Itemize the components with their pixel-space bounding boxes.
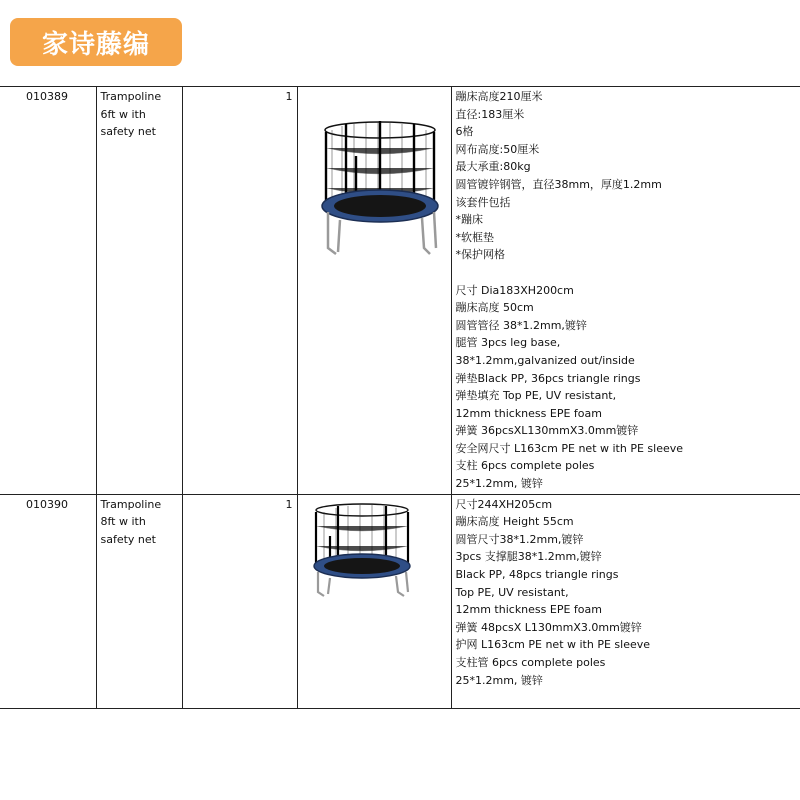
product-specifications bbox=[451, 87, 800, 495]
spec-line: 直径:183厘米 bbox=[455, 107, 525, 121]
product-name-line: 8ft w ith bbox=[100, 515, 146, 529]
spec-line: 3pcs 支撑腿38*1.2mm,镀锌 bbox=[455, 550, 602, 564]
brand-logo bbox=[10, 18, 182, 66]
spec-line: *蹦床 bbox=[455, 213, 483, 227]
product-code: 010389 bbox=[0, 87, 96, 495]
product-name-line: safety net bbox=[100, 532, 156, 546]
product-quantity: 1 bbox=[182, 494, 297, 708]
spec-line: 蹦床高度 Height 55cm bbox=[455, 515, 574, 529]
product-name-line: safety net bbox=[100, 125, 156, 139]
spec-line: 25*1.2mm, 镀锌 bbox=[455, 673, 543, 687]
trampoline-6ft-image bbox=[297, 87, 451, 495]
spec-line: 蹦床高度210厘米 bbox=[455, 90, 543, 103]
spec-line: 安全网尺寸 L163cm PE net w ith PE sleeve bbox=[455, 441, 684, 455]
spec-line: 圆管管径 38*1.2mm,镀锌 bbox=[455, 318, 587, 332]
product-name-line: Trampoline bbox=[100, 497, 162, 511]
spec-line: 弹簧 36pcsXL130mmX3.0mm镀锌 bbox=[455, 424, 639, 438]
spec-line: 该套件包括 bbox=[455, 195, 511, 209]
spec-line: 腿管 3pcs leg base, bbox=[455, 336, 561, 350]
spec-line: 圆管镀锌钢管，直径38mm，厚度1.2mm bbox=[455, 177, 662, 191]
spec-line: 尺寸 Dia183XH200cm bbox=[455, 283, 574, 297]
spec-line: 弹垫填充 Top PE, UV resistant, bbox=[455, 389, 617, 403]
product-name bbox=[96, 494, 182, 708]
product-spec-table bbox=[0, 86, 800, 709]
spec-line bbox=[456, 264, 797, 282]
product-name-line: Trampoline bbox=[100, 90, 162, 103]
brand-logo-text: 家诗藤编 bbox=[41, 29, 150, 60]
spec-line: 最大承重:80kg bbox=[455, 160, 531, 174]
table-row bbox=[0, 494, 800, 708]
product-specifications bbox=[451, 494, 800, 708]
spec-line: 12mm thickness EPE foam bbox=[455, 603, 602, 617]
product-name-line: 6ft w ith bbox=[100, 107, 146, 121]
spec-line: 弹垫Black PP, 36pcs triangle rings bbox=[455, 371, 641, 385]
spec-line: 护网 L163cm PE net w ith PE sleeve bbox=[455, 638, 651, 652]
spec-line: *软框垫 bbox=[455, 230, 494, 244]
spec-line: Black PP, 48pcs triangle rings bbox=[455, 568, 619, 582]
spec-line: *保护网格 bbox=[455, 248, 505, 262]
spec-line: 38*1.2mm,galvanized out/inside bbox=[455, 353, 635, 367]
product-quantity: 1 bbox=[182, 87, 297, 495]
spec-line: 25*1.2mm, 镀锌 bbox=[455, 477, 543, 491]
product-code: 010390 bbox=[0, 494, 96, 708]
spec-line: 蹦床高度 50cm bbox=[455, 301, 534, 315]
table-row bbox=[0, 87, 800, 495]
spec-line: 网布高度:50厘米 bbox=[455, 142, 540, 156]
product-name bbox=[96, 87, 182, 495]
spec-line: 尺寸244XH205cm bbox=[455, 497, 553, 511]
spec-line: 圆管尺寸38*1.2mm,镀锌 bbox=[455, 532, 584, 546]
spec-line: Top PE, UV resistant, bbox=[455, 585, 569, 599]
spec-line: 弹簧 48pcsX L130mmX3.0mm镀锌 bbox=[455, 620, 642, 634]
spec-line: 6格 bbox=[455, 125, 474, 139]
spec-line: 支柱 6pcs complete poles bbox=[455, 459, 595, 473]
spec-line: 支柱管 6pcs complete poles bbox=[455, 656, 606, 669]
trampoline-8ft-image bbox=[297, 494, 451, 708]
spec-line: 12mm thickness EPE foam bbox=[455, 406, 602, 420]
